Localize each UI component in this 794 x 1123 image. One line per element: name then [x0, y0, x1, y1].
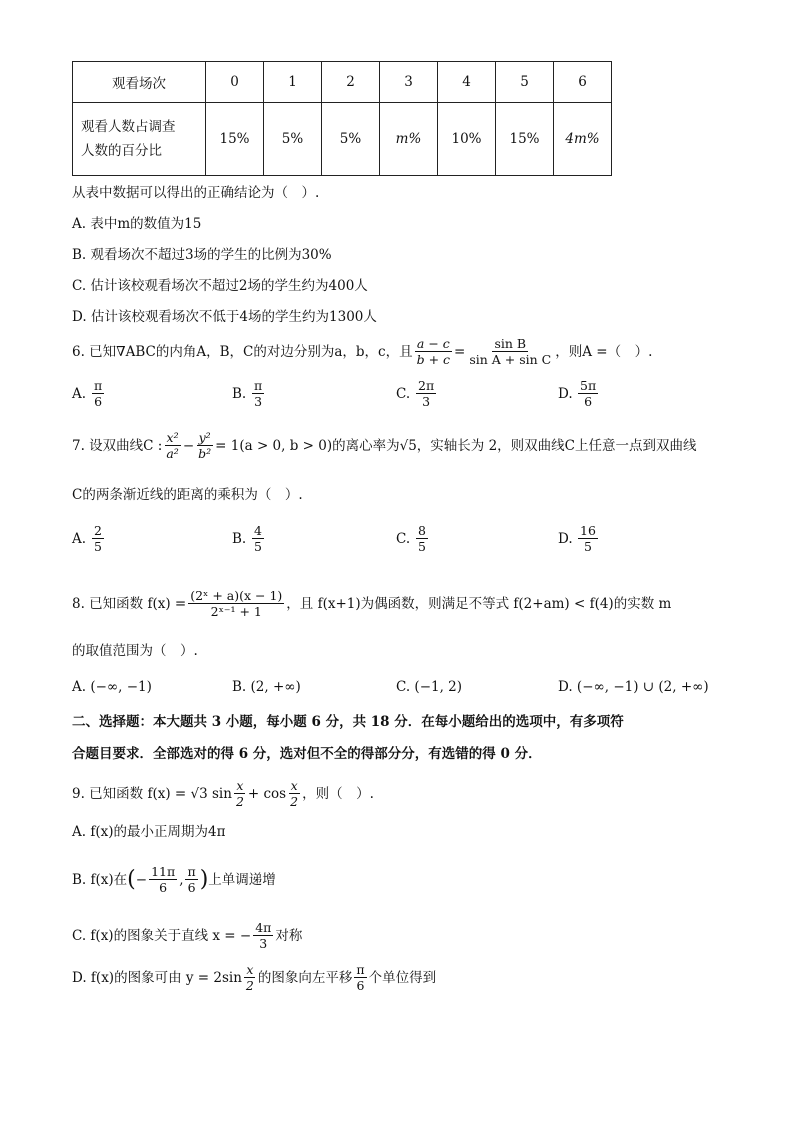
table-cell: m% — [380, 103, 438, 176]
q8-prefix: 8. 已知函数 f(x) = — [72, 595, 187, 612]
q8-function-fraction — [188, 588, 284, 619]
fraction-numerator: 11π — [151, 864, 176, 879]
q7-option-c — [396, 523, 430, 554]
table-cell: 5% — [264, 103, 322, 176]
fraction-numerator: 5π — [580, 378, 597, 393]
q9-d-fraction-2 — [354, 962, 366, 993]
fraction-numerator: a − c — [416, 336, 450, 351]
option-fraction — [252, 523, 264, 554]
q9-option-b — [72, 864, 276, 895]
table-cell: 10% — [438, 103, 496, 176]
q6-prefix: 6. 已知∇ABC的内角A，B，C的对边分别为a，b，c，且 — [72, 343, 413, 360]
option-label: B. — [232, 385, 247, 402]
fraction-denominator: 6 — [159, 880, 168, 895]
fraction-denominator: b² — [198, 446, 212, 461]
q6-suffix: ，则A =（ ）. — [555, 343, 653, 360]
interval-open-paren: ( — [127, 866, 136, 892]
q7-fraction-y — [196, 430, 213, 461]
q8-suffix: ，且 f(x+1)为偶函数，则满足不等式 f(2+am) < f(4)的实数 m — [286, 595, 672, 612]
q7-fraction-x — [164, 430, 180, 461]
q9-d-mid: 的图象向左平移 — [257, 969, 353, 986]
q6-option-c — [396, 378, 438, 409]
option-fraction — [578, 378, 598, 409]
option-fraction — [252, 378, 264, 409]
q9-stem — [72, 778, 374, 809]
q9-c-suffix: 对称 — [275, 927, 303, 944]
fraction-denominator: b + c — [416, 352, 451, 367]
table-cell: 5% — [322, 103, 380, 176]
interval-close-paren: ) — [199, 866, 209, 892]
fraction-denominator: 2 — [290, 794, 299, 809]
fraction-denominator: 2 — [245, 978, 254, 993]
q9-b-prefix: B. f(x)在 — [72, 871, 128, 888]
q6-option-d — [558, 378, 600, 409]
fraction-denominator: 5 — [418, 539, 426, 554]
q7-option-a — [72, 523, 106, 554]
q9-option-d — [72, 962, 436, 993]
fraction-denominator: 6 — [94, 394, 103, 409]
fraction-numerator: x — [246, 962, 254, 977]
fraction-numerator: π — [187, 864, 196, 879]
fraction-numerator: 2 — [94, 523, 102, 538]
fraction-denominator: 2 — [235, 794, 244, 809]
q6-option-b — [232, 378, 266, 409]
q8-option-c: C. (−1, 2) — [396, 679, 463, 695]
option-label: C. — [396, 385, 411, 402]
fraction-numerator: 16 — [580, 523, 596, 538]
q9-plus-cos: + cos — [247, 785, 287, 802]
option-label: C. — [396, 530, 411, 547]
q5-option-a: A. 表中m的数值为15 — [72, 216, 202, 232]
q8-option-d: D. (−∞, −1) ∪ (2, +∞) — [558, 679, 709, 695]
fraction-numerator: (2ˣ + a)(x − 1) — [190, 588, 283, 603]
fraction-denominator: sin A + sin C — [469, 352, 552, 367]
fraction-numerator: 8 — [418, 523, 426, 538]
q9-d-suffix: 个单位得到 — [368, 969, 437, 986]
table-header-cell: 5 — [496, 62, 554, 103]
section2-heading: 二、选择题：本大题共 3 小题，每小题 6 分，共 18 分．在每小题给出的选项中，有多项符 — [72, 714, 624, 730]
fraction-numerator: π — [254, 378, 263, 393]
q6-options — [72, 378, 722, 418]
option-label: A. — [72, 530, 87, 547]
q9-d-fraction-1 — [244, 962, 256, 993]
table-header-cell: 1 — [264, 62, 322, 103]
q8-option-b: B. (2, +∞) — [232, 679, 301, 695]
option-fraction — [92, 378, 104, 409]
fraction-numerator: π — [356, 962, 365, 977]
q5-option-d: D. 估计该校观看场次不低于4场的学生约为1300人 — [72, 309, 377, 325]
q6-fraction-sines — [467, 336, 553, 367]
q9-c-prefix: C. f(x)的图象关于直线 x = − — [72, 927, 252, 944]
q9-c-fraction — [253, 920, 273, 951]
table-header-cell: 6 — [554, 62, 612, 103]
table-cell: 15% — [206, 103, 264, 176]
fraction-denominator: 5 — [254, 539, 262, 554]
q7-option-d — [558, 523, 600, 554]
option-label: A. — [72, 385, 87, 402]
fraction-denominator: 3 — [259, 936, 268, 951]
interval-right-fraction — [185, 864, 197, 895]
q5-option-b: B. 观看场次不超过3场的学生的比例为30% — [72, 247, 332, 263]
q9-d-prefix: D. f(x)的图象可由 y = 2sin — [72, 969, 242, 986]
fraction-numerator: x — [236, 778, 244, 793]
table-header-cell: 2 — [322, 62, 380, 103]
table-header-cell: 观看场次 — [73, 62, 206, 103]
row-label-line: 人数的百分比 — [81, 143, 162, 159]
table-header-cell: 0 — [206, 62, 264, 103]
q9-suffix: ，则（ ）. — [302, 785, 374, 802]
table-header-cell: 4 — [438, 62, 496, 103]
option-fraction — [416, 523, 428, 554]
fraction-denominator: 6 — [356, 978, 365, 993]
row-label-line: 观看人数占调查 — [81, 119, 176, 135]
q9-fraction-2 — [288, 778, 300, 809]
fraction-denominator: 5 — [94, 539, 102, 554]
q7-prefix: 7. 设双曲线C : — [72, 437, 163, 454]
fraction-denominator: 2ˣ⁻¹ + 1 — [210, 604, 262, 619]
fraction-denominator: 3 — [254, 394, 263, 409]
table-cell: 15% — [496, 103, 554, 176]
q7-line2: C的两条渐近线的距离的乘积为（ ）. — [72, 487, 303, 503]
q7-options — [72, 523, 722, 563]
q8-option-a: A. (−∞, −1) — [72, 679, 152, 695]
fraction-numerator: π — [94, 378, 103, 393]
q9-option-c — [72, 920, 302, 951]
fraction-denominator: 5 — [583, 539, 592, 554]
q7-mid: = 1(a > 0, b > 0)的离心率为√5，实轴长为 2，则双曲线C上任意一点到双曲线 — [215, 437, 697, 454]
fraction-denominator: 3 — [422, 394, 431, 409]
q7-option-b — [232, 523, 266, 554]
option-fraction — [92, 523, 104, 554]
fraction-numerator: x² — [166, 430, 179, 445]
q7-stem — [72, 430, 697, 461]
fraction-denominator: a² — [166, 446, 179, 461]
fraction-numerator: 2π — [418, 378, 435, 393]
q9-b-suffix: 上单调递增 — [208, 871, 276, 888]
negative-sign: − — [135, 871, 148, 888]
fraction-numerator: 4 — [254, 523, 262, 538]
option-fraction — [416, 378, 436, 409]
option-label: D. — [558, 530, 573, 547]
q5-option-c: C. 估计该校观看场次不超过2场的学生约为400人 — [72, 278, 368, 294]
q8-stem — [72, 588, 671, 619]
minus-sign: − — [182, 437, 195, 454]
q8-line2: 的取值范围为（ ）. — [72, 643, 198, 659]
fraction-denominator: 6 — [187, 880, 196, 895]
interval-left-fraction — [149, 864, 177, 895]
table-header-cell: 3 — [380, 62, 438, 103]
q5-stem: 从表中数据可以得出的正确结论为（ ）. — [72, 185, 320, 201]
option-label: B. — [232, 530, 247, 547]
fraction-numerator: y² — [198, 430, 211, 445]
interval-comma: , — [179, 871, 184, 888]
viewing-stats-table — [72, 61, 612, 176]
q6-option-a — [72, 378, 106, 409]
fraction-numerator: 4π — [255, 920, 272, 935]
q9-fraction-1 — [234, 778, 246, 809]
fraction-numerator: x — [290, 778, 298, 793]
option-fraction — [578, 523, 598, 554]
fraction-denominator: 6 — [584, 394, 593, 409]
q9-option-a: A. f(x)的最小正周期为4π — [72, 824, 226, 840]
q6-fraction-sides — [415, 336, 452, 367]
table-cell: 4m% — [554, 103, 612, 176]
section2-instructions: 合题目要求．全部选对的得 6 分，选对但不全的得部分分，有选错的得 0 分． — [72, 746, 542, 762]
equals-sign: = — [454, 343, 466, 360]
fraction-numerator: sin B — [494, 336, 527, 351]
q6-stem — [72, 336, 652, 367]
q9-prefix: 9. 已知函数 f(x) = √3 sin — [72, 785, 232, 802]
option-label: D. — [558, 385, 573, 402]
table-row — [73, 103, 612, 176]
table-row-label — [73, 103, 206, 176]
table-row — [73, 62, 612, 103]
